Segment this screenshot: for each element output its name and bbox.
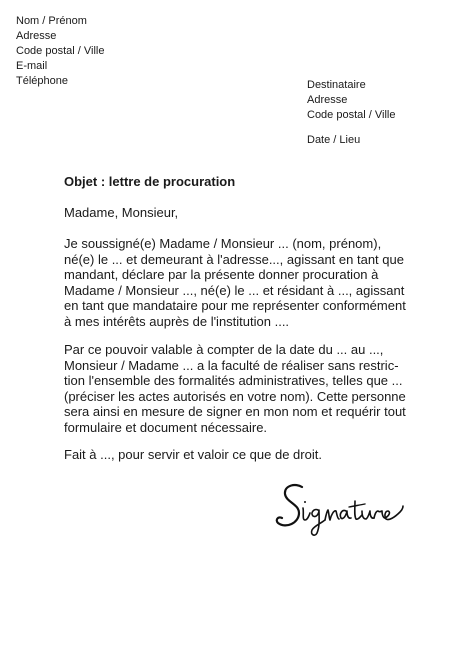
paragraph-mandate xyxy=(64,236,406,330)
recipient-postal-city: Code postal / Ville xyxy=(307,109,396,121)
sender-email: E-mail xyxy=(16,60,48,72)
sender-postal-city: Code postal / Ville xyxy=(16,45,105,57)
recipient-block xyxy=(307,78,395,123)
paragraph-line: Je soussigné(e) Madame / Monsieur ... (nom, prénom), xyxy=(64,236,382,251)
recipient-address: Adresse xyxy=(307,94,348,106)
paragraph-line: sera ainsi en mesure de signer en mon nom et requérir tout xyxy=(64,404,406,420)
paragraph-powers xyxy=(64,342,406,436)
sender-phone: Téléphone xyxy=(16,75,68,87)
paragraph-line: à mes intérêts auprès de l'institution .... xyxy=(64,313,290,329)
paragraph-line: (préciser les actes autorisés en votre nom). Cette personne xyxy=(64,388,406,404)
letter-subject: Objet : lettre de procuration xyxy=(64,174,236,189)
sender-block xyxy=(16,14,104,89)
sender-address: Adresse xyxy=(16,30,57,42)
date-place: Date / Lieu xyxy=(307,134,361,146)
closing-line: Fait à ..., pour servir et valoir ce que de droit. xyxy=(64,447,322,462)
handwritten-signature xyxy=(272,480,407,538)
paragraph-line: né(e) le ... et demeurant à l'adresse..., agissant en tant que xyxy=(64,251,404,267)
paragraph-line: mandant, déclare par la présente donner procuration à xyxy=(64,267,379,283)
paragraph-line: Par ce pouvoir valable à compter de la date du ... au ..., xyxy=(64,342,384,357)
paragraph-line: formulaire et document nécessaire. xyxy=(64,419,268,435)
paragraph-line: Madame / Monsieur ..., né(e) le ... et résidant à ..., agissant xyxy=(64,282,405,298)
paragraph-line: en tant que mandataire pour me représenter conformément xyxy=(64,298,406,314)
sender-name: Nom / Prénom xyxy=(16,15,87,27)
paragraph-line: tion l'ensemble des formalités administratives, telles que ... xyxy=(64,373,403,389)
paragraph-line: Monsieur / Madame ... a la faculté de réaliser sans restric- xyxy=(64,357,399,373)
salutation: Madame, Monsieur, xyxy=(64,205,179,220)
recipient-label: Destinataire xyxy=(307,79,366,91)
